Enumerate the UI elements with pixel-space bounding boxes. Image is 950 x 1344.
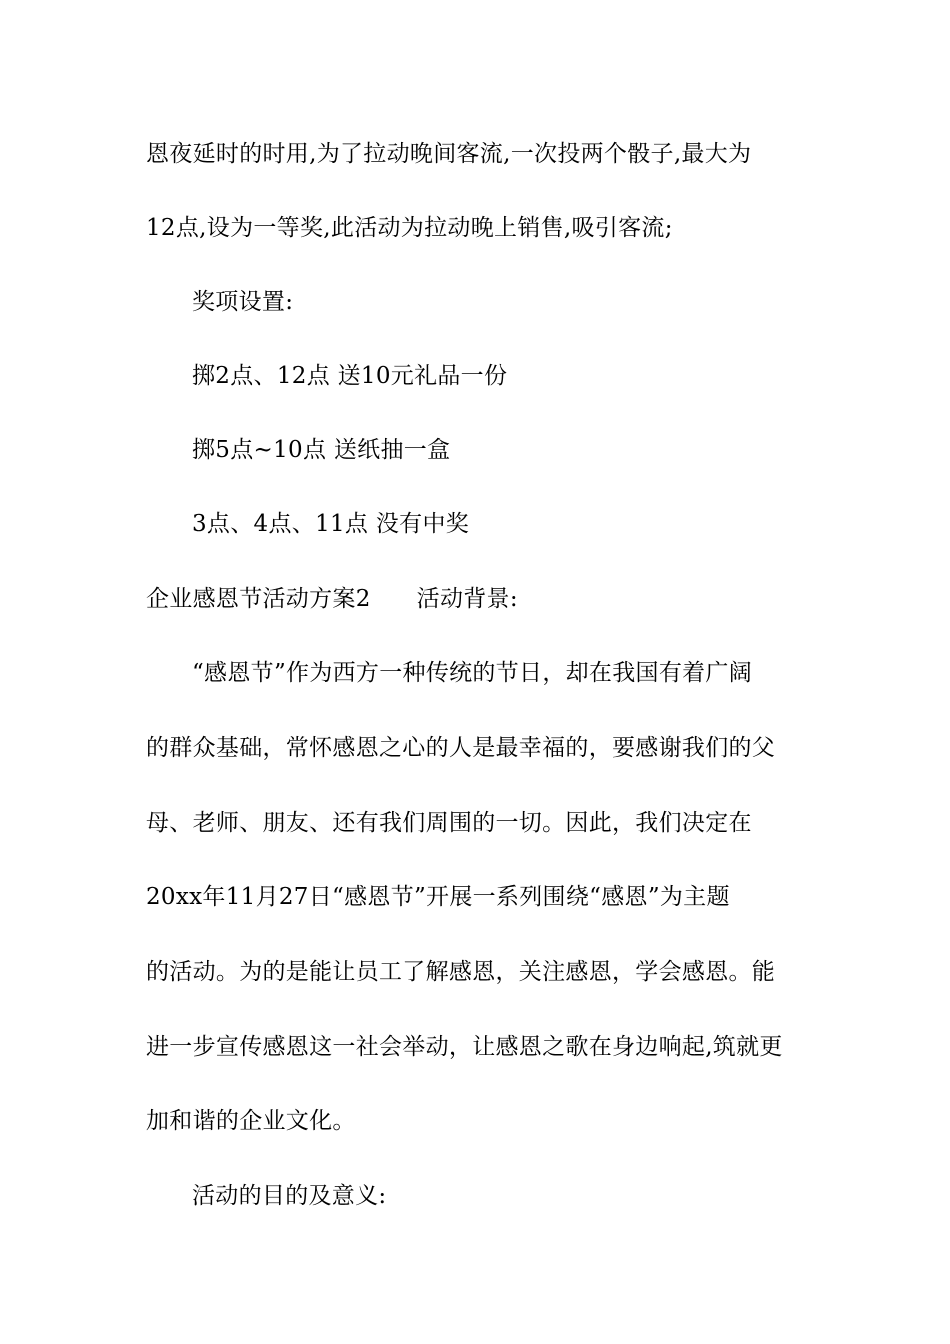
prize-settings-heading: 奖项设置: [192, 289, 294, 315]
paragraph-line-1: “感恩节”作为西方一种传统的节日，却在我国有着广阔 [192, 660, 753, 686]
paragraph-line-5: 的活动。为的是能让员工了解感恩，关注感恩，学会感恩。能 [146, 959, 776, 985]
purpose-heading: 活动的目的及意义: [192, 1183, 387, 1209]
text-line-2: 12点,设为一等奖,此活动为拉动晚上销售,吸引客流; [146, 215, 673, 241]
paragraph-line-4: 20xx年11月27日“感恩节”开展一系列围绕“感恩”为主题 [146, 884, 730, 910]
prize-item-3: 3点、4点、11点 没有中奖 [192, 511, 470, 537]
section-title: 企业感恩节活动方案2 [146, 586, 371, 612]
prize-item-1: 掷2点、12点 送10元礼品一份 [192, 363, 508, 389]
paragraph-line-6: 进一步宣传感恩这一社会举动，让感恩之歌在身边响起,筑就更 [146, 1034, 783, 1060]
section-subtitle: 活动背景: [416, 586, 518, 612]
paragraph-line-2: 的群众基础，常怀感恩之心的人是最幸福的，要感谢我们的父 [146, 735, 776, 761]
section-heading [146, 577, 826, 621]
paragraph-line-7: 加和谐的企业文化。 [146, 1108, 356, 1134]
prize-item-2: 掷5点~10点 送纸抽一盒 [192, 437, 451, 463]
text-line-1: 恩夜延时的时用,为了拉动晚间客流,一次投两个骰子,最大为 [146, 141, 752, 167]
paragraph-line-3: 母、老师、朋友、还有我们周围的一切。因此，我们决定在 [146, 810, 752, 836]
